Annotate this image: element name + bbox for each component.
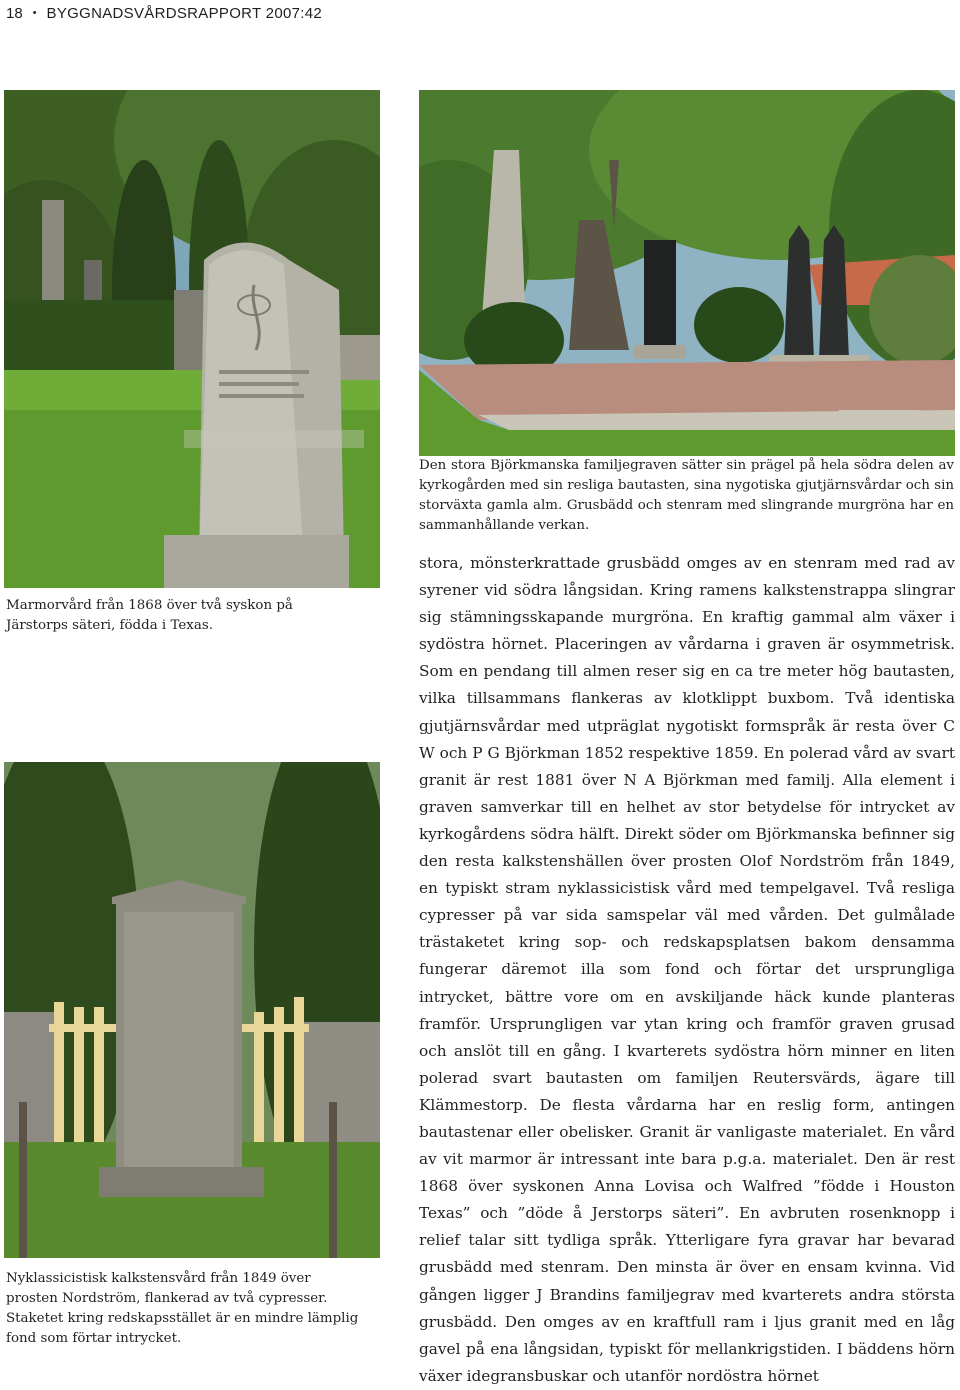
caption-limestone-grave: Nyklassicistisk kalkstensvård från 1849 över prosten Nordström, flankerad av två cypresser. Staketet kring redskapsstället är en mindre lämplig fond som förtar intrycket. <box>6 1271 359 1346</box>
page-number: 18 <box>6 4 23 22</box>
running-header <box>0 0 322 26</box>
caption-family-grave: Den stora Björkmanska familjegraven sätter sin prägel på hela södra delen av kyrkogården med sin resliga bautasten, sina nygotiska gjutjärnsvårdar och sin storväxta gamla alm. Grusbädd och stenram med slingrande murgröna har en sammanhållande verkan. <box>419 458 954 533</box>
family-grave-photo <box>419 90 955 456</box>
limestone-gravestone-photo <box>4 762 380 1258</box>
body-text: stora, mönsterkrattade grusbädd omges av en stenram med rad av syrener vid södra långsidan. Kring ramens kalkstenstrappa slingrar sig stämningsskapande murgröna. En kraftig gammal alm växer i sydöstra hörnet. Placeringen av vårdarna i graven är osymmetrisk. Som en pendang till almen reser sig en ca tre meter hög bautasten, vilka tillsammans flankeras av klotklippt buxbom. Två identiska gjutjärnsvårdar med utpräglat nygotiskt formspråk är resta över C W och P G Björkman 1852 respektive 1859. En polerad vård av svart granit är rest 1881 över N A Björkman med familj. Alla element i graven samverkar till en helhet av stor betydelse för intrycket av kyrkogårdens södra hälft. Direkt söder om Björkmanska befinner sig den resta kalkstenshällen över prosten Olof Nordström från 1849, en typiskt stram nyklassicistisk vård med tempelgavel. Två resliga cypresser på var sida samspelar väl med vården. Det gulmålade trästaketet kring sop- och redskapsplatsen bakom densamma fungerar däremot illa som fond och förtar det ursprungliga intrycket, bättre vore om en avskiljande häck kunde planteras framför. Ursprungligen var ytan kring och framför graven grusad och anslöt till en gång. I kvarterets sydöstra hörn minner en liten polerad svart bautasten om familjen Reutersvärds, ägare till Klämmestorp. De flesta vårdarna har en reslig form, antingen bautastenar eller obelisker. Granit är vanligaste materialet. En vård av vit marmor är intressant inte bara p.g.a. materialet. Den är rest 1868 över syskonen Anna Lovisa och Walfred ”födde i Houston Texas” och ”döde å Jerstorps säteri”. En avbruten rosenknopp i relief talar sitt tydliga språk. Ytterligare fyra gravar har bevarad grusbädd med stenram. Den minsta är över en ensam kvinna. Vid gången ligger J Brandins familjegrav med kvarterets andra största grusbädd. Den omges av en kraftfull ram i ljus granit med en låg gavel på ena långsidan, typiskt för mellankrigstiden. I bäddens hörn växer idegransbuskar och utanför nordöstra hörnet <box>419 554 955 1385</box>
caption-marble-grave: Marmorvård från 1868 över två syskon på Järstorps säteri, födda i Texas. <box>6 598 293 633</box>
publication-title: BYGGNADSVÅRDSRAPPORT 2007:42 <box>46 4 323 22</box>
marble-gravestone-photo <box>4 90 380 588</box>
header-bullet: • <box>32 7 37 19</box>
